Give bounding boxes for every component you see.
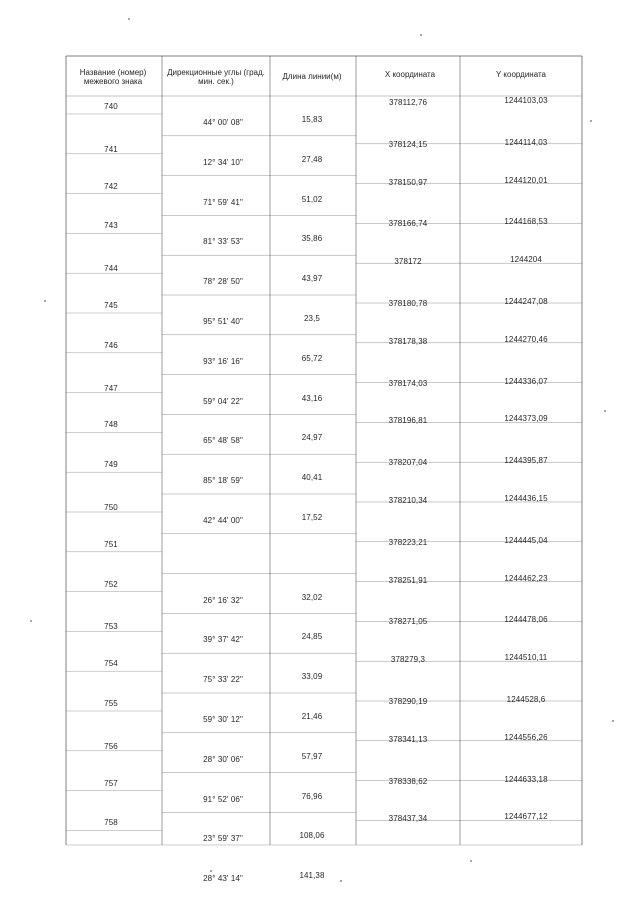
point-x: 378124,15 bbox=[388, 139, 428, 149]
point-y: 1244510,11 bbox=[504, 653, 548, 663]
point-x: 378338,62 bbox=[388, 776, 428, 786]
segment-angle: 44° 00' 08" bbox=[203, 118, 243, 127]
scan-speck bbox=[210, 870, 212, 872]
segment-length: 40,41 bbox=[301, 473, 323, 483]
segment-angle: 59° 04' 22" bbox=[203, 396, 243, 406]
point-x: 378178,38 bbox=[388, 336, 428, 346]
segment-angle: 93° 16' 16" bbox=[203, 356, 243, 366]
scan-speck bbox=[30, 620, 32, 622]
point-x: 378437,34 bbox=[388, 814, 428, 824]
point-name: 750 bbox=[104, 503, 118, 512]
segment-length: 65,72 bbox=[301, 353, 323, 363]
segment-angle: 95° 51' 40" bbox=[203, 317, 243, 326]
point-x: 378150,97 bbox=[388, 177, 428, 187]
segment-length: 17,52 bbox=[301, 513, 323, 522]
scan-speck bbox=[604, 410, 606, 412]
point-name: 751 bbox=[104, 539, 118, 549]
point-name: 741 bbox=[104, 144, 118, 154]
point-x: 378207,04 bbox=[388, 458, 428, 468]
scan-speck bbox=[128, 18, 130, 20]
point-name: 743 bbox=[104, 221, 118, 231]
point-y: 1244336,07 bbox=[504, 376, 548, 386]
segment-angle: 28° 30' 06" bbox=[203, 754, 243, 764]
header-name: Название (номер) межевого знака bbox=[79, 68, 147, 86]
segment-angle: 59° 30' 12" bbox=[203, 715, 243, 724]
point-y: 1244270,46 bbox=[504, 334, 548, 344]
segment-length: 23,5 bbox=[304, 314, 320, 323]
segment-length: 27,48 bbox=[301, 154, 323, 164]
point-x: 378223,21 bbox=[388, 537, 428, 547]
point-x: 378251,91 bbox=[388, 575, 428, 585]
point-y: 1244436,15 bbox=[504, 494, 548, 503]
segment-angle: 26° 16' 32" bbox=[203, 595, 243, 605]
point-y: 1244528,6 bbox=[506, 695, 546, 704]
point-name: 753 bbox=[104, 622, 118, 632]
point-y: 1244633,18 bbox=[504, 774, 548, 784]
segment-length: 33,09 bbox=[301, 672, 323, 682]
point-x: 378196,81 bbox=[388, 416, 428, 426]
point-x: 378180,78 bbox=[388, 299, 428, 308]
segment-length: 76,96 bbox=[301, 791, 323, 801]
scan-speck bbox=[44, 300, 46, 302]
segment-length: 35,86 bbox=[301, 234, 323, 244]
point-name: 754 bbox=[104, 659, 118, 669]
point-y: 1244103,03 bbox=[504, 96, 548, 105]
point-name: 749 bbox=[104, 460, 118, 470]
scan-speck bbox=[470, 860, 472, 862]
point-y: 1244445,04 bbox=[504, 535, 548, 545]
point-y: 1244168,53 bbox=[504, 217, 548, 227]
segment-length: 24,97 bbox=[301, 433, 323, 443]
point-y: 1244120,01 bbox=[504, 175, 548, 185]
point-name: 752 bbox=[104, 579, 118, 589]
point-y: 1244677,12 bbox=[504, 812, 548, 822]
point-x: 378290,19 bbox=[388, 697, 428, 706]
scan-speck bbox=[612, 720, 614, 722]
segment-length: 21,46 bbox=[301, 712, 323, 721]
scan-speck bbox=[590, 120, 592, 122]
segment-angle: 71° 59' 41" bbox=[203, 197, 243, 207]
point-name: 758 bbox=[104, 818, 118, 828]
point-y: 1244204 bbox=[510, 255, 542, 265]
point-y: 1244373,09 bbox=[504, 414, 548, 424]
point-y: 1244462,23 bbox=[504, 573, 548, 583]
point-name: 744 bbox=[104, 264, 118, 274]
point-x: 378271,05 bbox=[388, 617, 428, 627]
segment-angle: 12° 34' 10" bbox=[203, 157, 243, 167]
segment-length: 24,85 bbox=[301, 632, 323, 642]
segment-angle: 28° 43' 14" bbox=[203, 874, 243, 884]
point-name: 756 bbox=[104, 741, 118, 751]
scan-speck bbox=[420, 34, 422, 36]
point-x: 378174,03 bbox=[388, 378, 428, 388]
point-x: 378210,34 bbox=[388, 496, 428, 505]
point-x: 378341,13 bbox=[388, 734, 428, 744]
segment-length: 43,16 bbox=[301, 393, 323, 403]
point-name: 757 bbox=[104, 778, 118, 788]
point-y: 1244478,06 bbox=[504, 615, 548, 625]
segment-angle: 39° 37' 42" bbox=[203, 635, 243, 645]
point-y: 1244114,03 bbox=[504, 137, 548, 147]
segment-angle: 78° 28' 50" bbox=[203, 277, 243, 287]
segment-length: 15,83 bbox=[301, 115, 323, 124]
point-name: 755 bbox=[104, 699, 118, 708]
segment-angle: 81° 33' 53" bbox=[203, 237, 243, 247]
point-x: 378112,76 bbox=[388, 98, 428, 107]
header-angles: Дирекционные углы (град. мин. сек.) bbox=[167, 68, 265, 86]
point-name: 742 bbox=[104, 181, 118, 191]
segment-length: 32,02 bbox=[301, 592, 323, 602]
point-name: 747 bbox=[104, 383, 118, 393]
segment-length: 43,97 bbox=[301, 274, 323, 284]
point-x: 378172 bbox=[394, 257, 422, 267]
point-x: 378279,3 bbox=[390, 655, 426, 665]
header-x: X координата bbox=[384, 70, 436, 79]
point-name: 746 bbox=[104, 340, 118, 350]
point-name: 748 bbox=[104, 420, 118, 430]
header-length: Длина линии(м) bbox=[282, 72, 342, 81]
point-name: 745 bbox=[104, 301, 118, 310]
segment-angle: 42° 44' 00" bbox=[203, 516, 243, 525]
point-x: 378166,74 bbox=[388, 219, 428, 229]
segment-length: 108,06 bbox=[299, 831, 325, 841]
scan-speck bbox=[340, 880, 342, 882]
point-y: 1244247,08 bbox=[504, 297, 548, 306]
segment-angle: 85° 18' 59" bbox=[203, 476, 243, 486]
header-y: Y координата bbox=[495, 70, 547, 79]
point-y: 1244395,87 bbox=[504, 456, 548, 466]
segment-angle: 91° 52' 06" bbox=[203, 794, 243, 804]
point-y: 1244556,26 bbox=[504, 732, 548, 742]
segment-angle: 23° 59' 37" bbox=[203, 834, 243, 844]
point-name: 740 bbox=[104, 102, 118, 111]
segment-length: 51,02 bbox=[301, 194, 323, 204]
segment-length: 141,38 bbox=[299, 871, 325, 881]
segment-angle: 75° 33' 22" bbox=[203, 675, 243, 685]
segment-length: 57,97 bbox=[301, 751, 323, 761]
segment-angle: 65° 48' 58" bbox=[203, 436, 243, 446]
